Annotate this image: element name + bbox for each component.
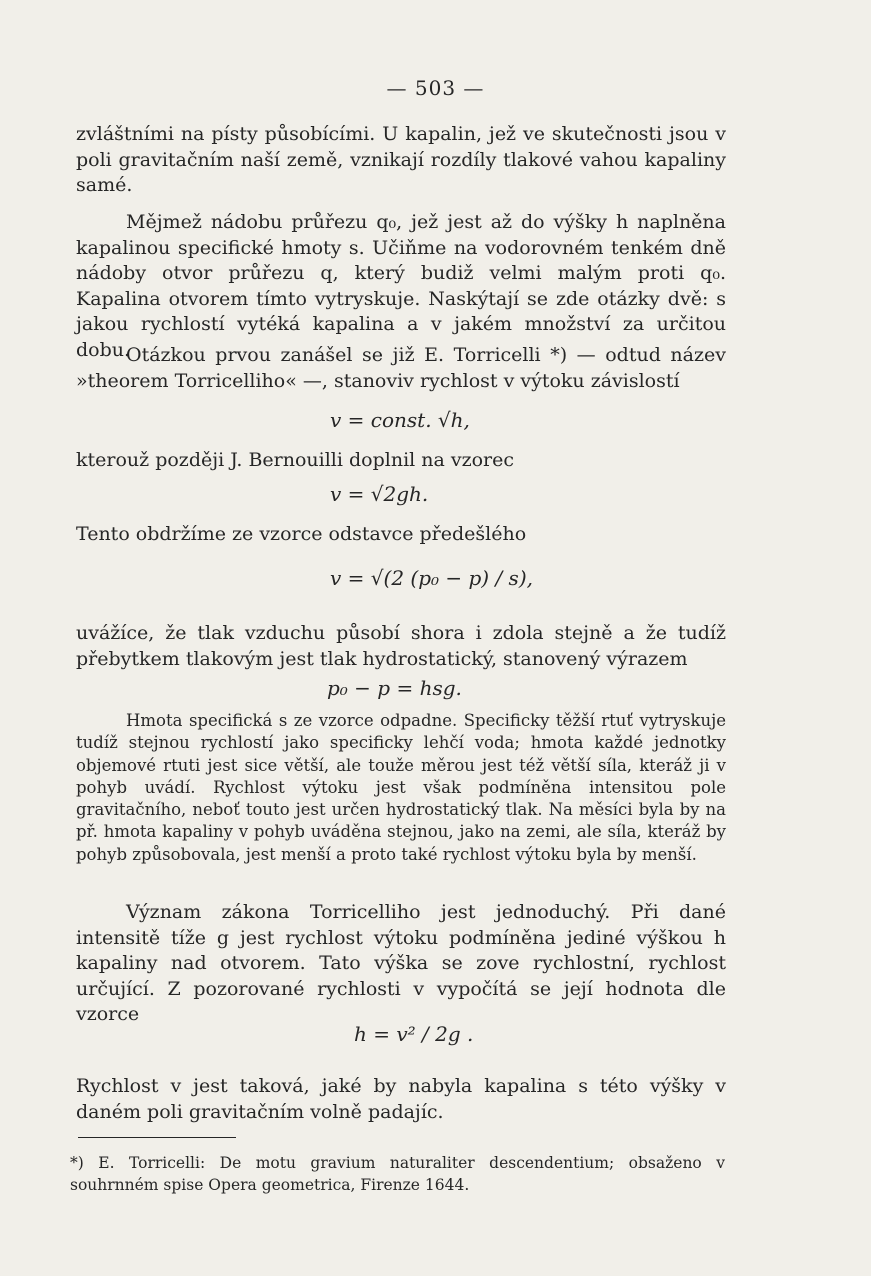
footnote-rule bbox=[78, 1137, 236, 1138]
page-number: — 503 — bbox=[386, 76, 485, 100]
paragraph-5: Tento obdržíme ze vzorce odstavce předešlého bbox=[76, 523, 527, 545]
paragraph-4: kterouž později J. Bernouilli doplnil na vzorec bbox=[76, 449, 515, 471]
equation-4: p₀ − p = hsg. bbox=[327, 676, 462, 700]
paragraph-7-small: Hmota specifická s ze vzorce odpadne. Specificky těžší rtuť vytryskuje tudíž stejnou rychlostí jako specificky lehčí voda; hmota každé jednotky objemové rtuti jest sice větší, ale touže měrou jest též větší síla, kteráž ji v pohyb uvádí. Rychlost výtoku jest však podmíněna intensitou pole gravitačního, neboť touto jest určen hydrostatický tlak. Na měsíci byla by na př. hmota kapaliny v pohyb uváděna stejnou, jako na zemi, ale síla, kteráž by pohyb způsobovala, jest menší a proto také rychlost výtoku byla by menší. bbox=[76, 711, 726, 864]
paragraph-2: Mějmež nádobu průřezu q₀, jež jest až do výšky h naplněna kapalinou specifické hmoty s. Učiňme na vodorovném tenkém dně nádoby otvor průřezu q, který budiž velmi malým proti q₀. Kapalina otvorem tímto vytryskuje. Naskýtají se zde otázky dvě: s jakou rychlostí vytéká kapalina a v jakém množství za určitou dobu. bbox=[76, 211, 726, 361]
equation-5: h = v² / 2g . bbox=[354, 1022, 474, 1046]
paragraph-9: Rychlost v jest taková, jaké by nabyla kapalina s této výšky v daném poli gravitačním volně padajíc. bbox=[76, 1075, 726, 1123]
equation-1: v = const. √h, bbox=[330, 408, 470, 432]
equation-3: v = √(2 (p₀ − p) / s), bbox=[330, 566, 533, 590]
paragraph-3: Otázkou prvou zanášel se již E. Torricelli *) — odtud název »theorem Torricelliho« —, stanoviv rychlost v výtoku závislostí bbox=[76, 344, 726, 392]
paragraph-1: zvláštními na písty působícími. U kapalin, jež ve skutečnosti jsou v poli gravitačním naší země, vznikají rozdíly tlakové vahou kapaliny samé. bbox=[76, 123, 726, 196]
equation-2: v = √2gh. bbox=[330, 482, 429, 506]
paragraph-6: uvážíce, že tlak vzduchu působí shora i zdola stejně a že tudíž přebytkem tlakovým jest tlak hydrostatický, stanovený výrazem bbox=[76, 622, 726, 670]
footnote: *) E. Torricelli: De motu gravium naturaliter descendentium; obsaženo v souhrnném spise Opera geometrica, Firenze 1644. bbox=[70, 1154, 725, 1194]
paragraph-8: Význam zákona Torricelliho jest jednoduchý. Při dané intensitě tíže g jest rychlost výtoku podmíněna jediné výškou h kapaliny nad otvorem. Tato výška se zove rychlostní, rychlost určující. Z pozorované rychlosti v vypočítá se její hodnota dle vzorce bbox=[76, 901, 726, 1025]
